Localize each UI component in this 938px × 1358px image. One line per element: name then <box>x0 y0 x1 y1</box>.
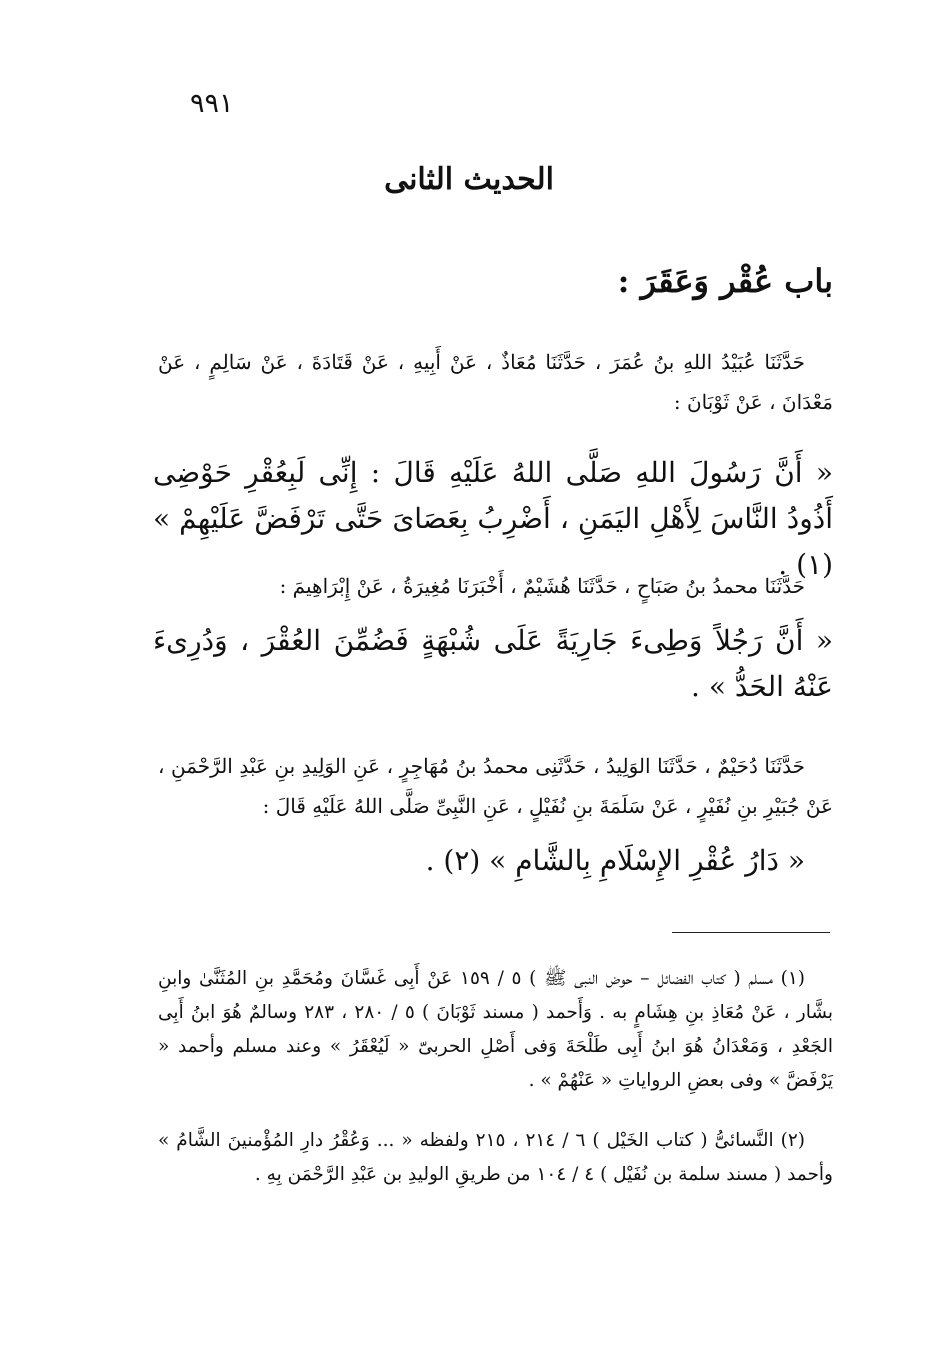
page-number: ٩٩١ <box>190 88 234 119</box>
chapter-title: الحديث الثانى <box>384 162 554 197</box>
hadith-2-matn: « أَنَّ رَجُلاً وَطِىءَ جَارِيَةً عَلَى شُبْهَةٍ فَضُمِّنَ العُقْرَ ، وَدُرِىءَ عَنْهُ الحَدُّ » . <box>153 624 833 703</box>
hadith-1-isnad: حَدَّثَنَا عُبَيْدُ اللهِ بنُ عُمَرَ ، حَدَّثَنَا مُعَاذٌ ، عَنْ أَبِيهِ ، عَنْ قَتَادَةَ ، عَنْ سَالِمٍ ، عَنْ مَعْدَانَ ، عَنْ ثَوْبَانَ : <box>158 350 833 414</box>
footnote-1: (١) مسلم ( كتاب الفضائل – حوض النبى ﷺ ) ٥ / ١٥٩ عَنْ أَبِى غَسَّانَ ومُحَمَّدِ بنِ المُثَنَّىٰ وابنِ بشَّار ، عَنْ مُعَاذِ بنِ هِشَامٍ به . وَأَحمد ( مسند ثَوْبَانَ ) ٥ / ٢٨٠ ، ٢٨٣ وسالمٌ هُوَ ابنُ أَبِى الجَعْدِ ، وَمَعْدَانُ هُوَ ابنُ أَبِى طَلْحَةَ وَفى أَصْلِ الحربىّ « لَيُعْقَرُ » وعند مسلم وأحمد « يَرْفَضَّ » وفى بعضِ الرواياتِ « عَنْهُمْ » . <box>158 968 834 1091</box>
hadith-1-matn: « أَنَّ رَسُولَ اللهِ صَلَّى اللهُ عَلَيْهِ قَالَ : إِنِّى لَبِعُقْرِ حَوْضِى أَذُودُ النَّاسَ لِأَهْلِ اليَمَنِ ، أَضْرِبُ بِعَصَاىَ حَتَّى تَرْفَضَّ عَلَيْهِمْ » (١) . <box>153 456 833 581</box>
hadith-3-matn: « دَارُ عُقْرِ الإِسْلَامِ بِالشَّامِ » (٢) . <box>425 844 805 877</box>
hadith-2-isnad: حَدَّثَنَا محمدُ بنُ صَبَاحٍ ، حَدَّثَنَا هُشَيْمٌ ، أَخْبَرَنَا مُغِيرَةُ ، عَنْ إِبْرَاهِيمَ : <box>279 574 805 598</box>
footnote-separator <box>672 932 830 933</box>
hadith-3-isnad: حَدَّثَنَا دُحَيْمٌ ، حَدَّثَنَا الوَلِيدُ ، حَدَّثَنِى محمدُ بنُ مُهَاجِرٍ ، عَنِ الوَلِيدِ بنِ عَبْدِ الرَّحْمَنِ ، عَنْ جُبَيْرِ بنِ نُفَيْرٍ ، عَنْ سَلَمَةَ بنِ نُفَيْلٍ ، عَنِ النَّبِىِّ صَلَّى اللهُ عَلَيْهِ قَالَ : <box>158 754 833 818</box>
section-heading: باب عُقْر وَعَقَرَ : <box>617 262 833 300</box>
footnote-2: (٢) النَّسائىُّ ( كتاب الخَيْل ) ٦ / ٢١٤ ، ٢١٥ ولفظه « ... وَعُقْرُ دارِ المُؤْمنينَ الشَّامُ » وأحمد ( مسند سلمة بن نُفَيْل ) ٤ / ١٠٤ من طريقِ الوليدِ بن عَبْدِ الرَّحْمَن بِهِ . <box>158 1130 833 1185</box>
